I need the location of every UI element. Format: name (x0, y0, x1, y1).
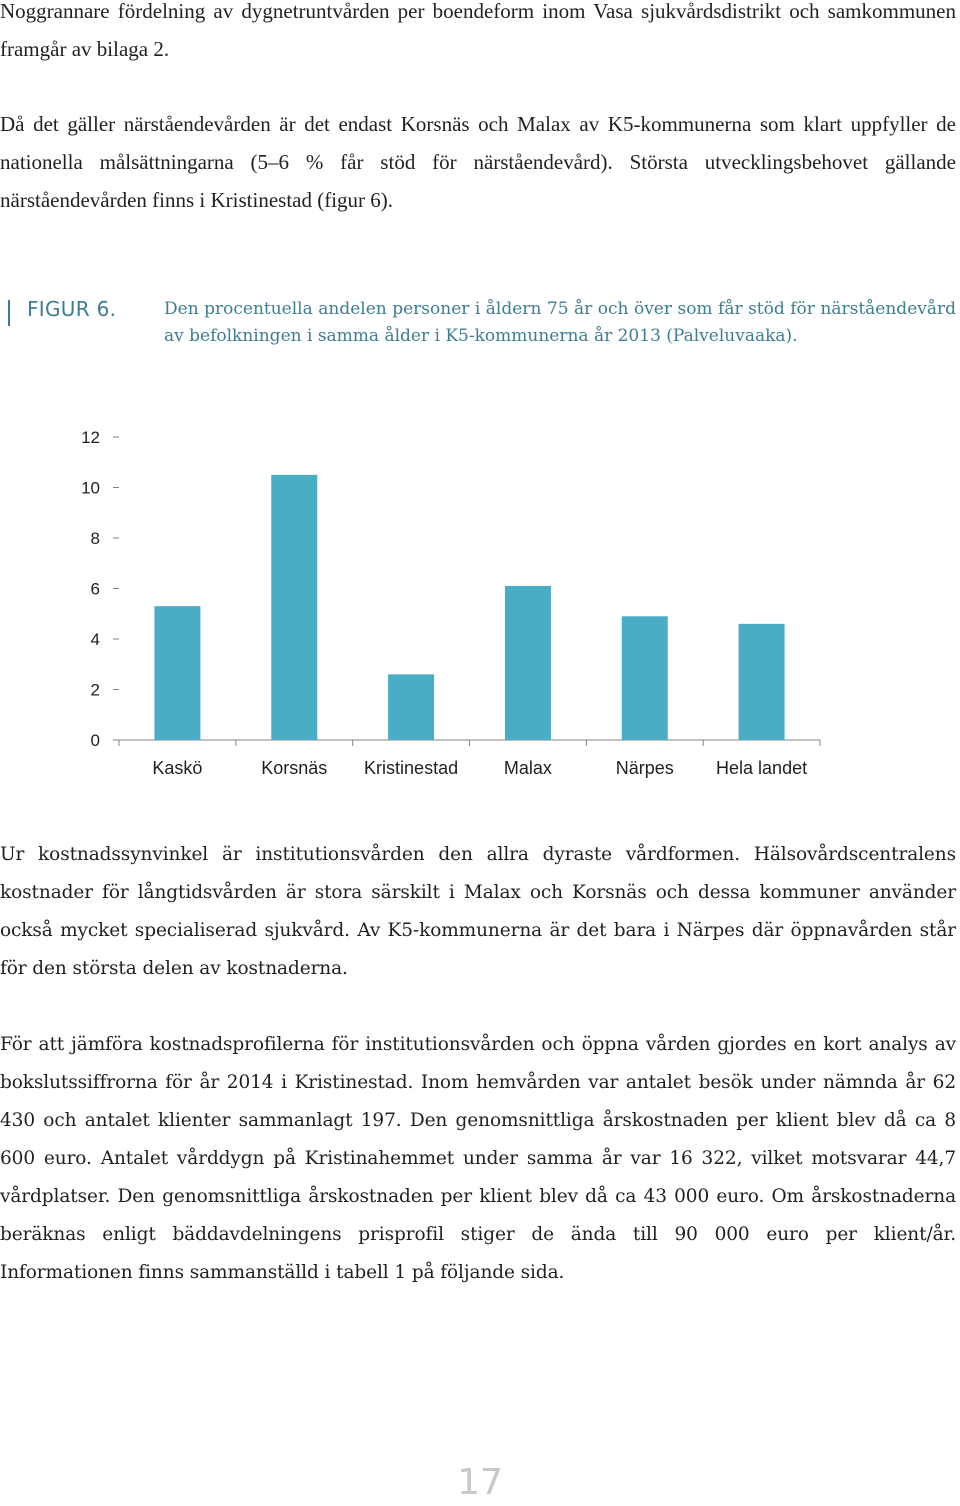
bar (622, 616, 668, 740)
category-label: Malax (503, 758, 552, 778)
page-number: 17 (457, 1462, 503, 1503)
figure-caption: Den procentuella andelen personer i åldern 75 år och över som får stöd för närståendevård av befolkningen i samma ålder i K5-kommunerna år 2013 (Palveluvaaka). (164, 299, 956, 346)
y-tick-label: 8 (90, 529, 100, 548)
category-label: Kaskö (152, 758, 203, 778)
y-tick-label: 0 (90, 731, 100, 750)
bar-chart (0, 410, 960, 800)
category-label: Hela landet (716, 758, 808, 778)
y-tick-label: 2 (90, 680, 100, 700)
figure-marker-bar (8, 300, 10, 326)
bar (505, 586, 551, 740)
paragraph-kostnadsprofiler: För att jämföra kostnadsprofilerna för institutionsvården och öppna vården gjordes en kort analys av bokslutssiffrorna för år 2014 i Kristinestad. Inom hemvården var antalet besök under nämnda år 62 430 och antalet klienter sammanlagt 197. Den genomsnittliga årskostnaden per klient blev då ca 8 600 euro. Antalet vårddygn på Kristinahemmet under samma år var 16 322, vilket motsvarar 44,7 vårdplatser. Den genomsnittliga årskostnaden per klient blev då ca 43 000 euro. Om årskostnaderna beräknas enligt bäddavdelningens prisprofil stiger de ända till 90 000 euro per klient/år. Informationen finns sammanställd i tabell 1 på följande sida. (0, 1034, 956, 1283)
figure-heading (0, 296, 956, 376)
y-tick-label: 6 (90, 579, 100, 599)
bar (271, 475, 317, 740)
bar (154, 606, 200, 740)
paragraph-intro: Noggrannare fördelning av dygnetruntvården per boendeform inom Vasa sjukvårdsdistrikt och samkommunen framgår av bilaga 2. (0, 0, 956, 61)
paragraph-narstaendevard: Då det gäller närståendevården är det endast Korsnäs och Malax av K5-kommunerna som klart uppfyller de nationella målsättningarna (5–6 % får stöd för närståendevård). Största utvecklingsbehovet gällande närståendevården finns i Kristinestad (figur 6). (0, 112, 956, 212)
bar (739, 624, 785, 740)
category-label: Korsnäs (261, 758, 328, 778)
y-tick-label: 12 (81, 428, 100, 447)
y-tick-label: 4 (90, 630, 100, 649)
category-label: Närpes (615, 758, 674, 778)
y-tick-label: 10 (81, 478, 100, 498)
category-label: Kristinestad (364, 758, 459, 778)
figure-label: FIGUR 6. (27, 297, 117, 321)
paragraph-kostnader: Ur kostnadssynvinkel är institutionsvården den allra dyraste vårdformen. Hälsovårdscentralens kostnader för långtidsvården är stora särskilt i Malax och Korsnäs och dessa kommuner använder också mycket specialiserad sjukvård. Av K5-kommunerna är det bara i Närpes där öppnavården står för den största delen av kostnaderna. (0, 844, 956, 979)
bar (388, 674, 434, 740)
